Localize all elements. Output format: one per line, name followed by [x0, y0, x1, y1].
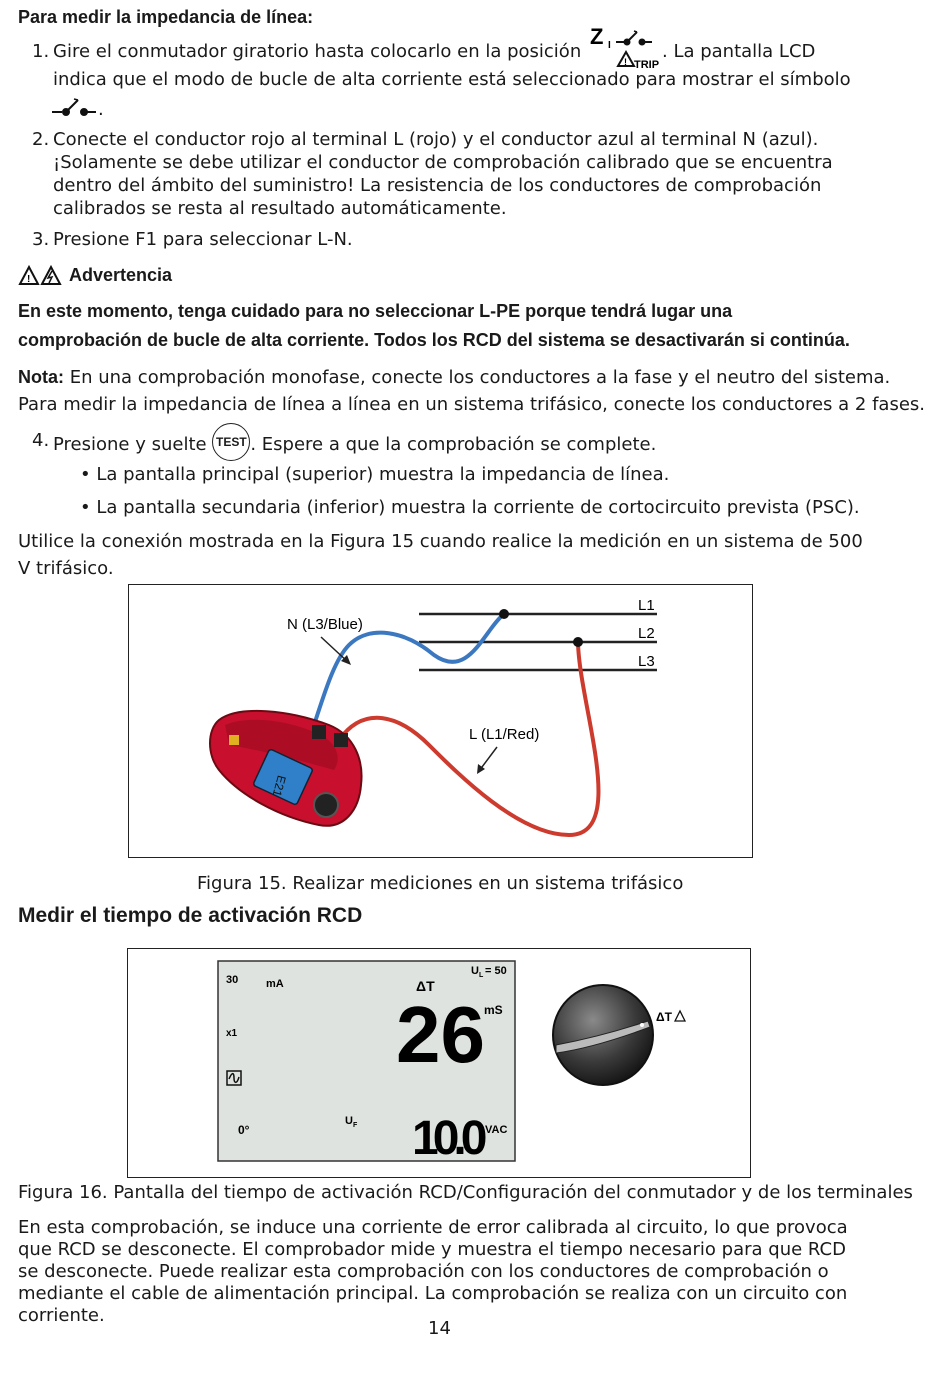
- bullet-2: • La pantalla secundaria (inferior) muestra la corriente de cortocircuito prevista (PSC).: [80, 497, 860, 518]
- lcd-uf-sub: F: [353, 1122, 358, 1129]
- device-terminal-n: [312, 725, 326, 739]
- device-terminal-l: [334, 733, 348, 747]
- step-4-line: [53, 429, 656, 461]
- note-text-1: En una comprobación monofase, conecte los conductores a la fase y el neutro del sistema.: [64, 367, 891, 388]
- step-3-text: Presione F1 para seleccionar L-N.: [53, 229, 353, 250]
- step-3-number: 3.: [32, 229, 50, 250]
- lcd-secondary-value: 10.0: [412, 1112, 482, 1165]
- l-lead-label: L (L1/Red): [469, 726, 540, 743]
- switch-icon: [616, 31, 652, 45]
- step-2-number: 2.: [32, 129, 50, 150]
- lcd-ul-label: U: [471, 965, 479, 977]
- lcd-main-value: 26: [396, 990, 485, 1079]
- closing-line-3: se desconecte. Puede realizar esta comprobación con los conductores de comprobación o: [18, 1261, 829, 1282]
- note-line-1: [18, 366, 890, 389]
- device-dial: [314, 793, 338, 817]
- note-line-2: Para medir la impedancia de línea a línea en un sistema trifásico, conecte los conductores a 2 fases.: [18, 394, 926, 415]
- lcd-current-unit: mA: [266, 978, 284, 990]
- warning-triangle-icon: [20, 267, 38, 285]
- svg-text:!: !: [624, 57, 627, 67]
- tester-device-image: [210, 711, 362, 826]
- rcd-section-heading: Medir el tiempo de activación RCD: [18, 904, 363, 927]
- closing-paragraph: [18, 1217, 848, 1327]
- lcd-ul-value: = 50: [485, 965, 507, 977]
- trip-z: Z: [590, 24, 604, 49]
- warning-line-1: En este momento, tenga cuidado para no seleccionar L-PE porque tendrá lugar una: [18, 301, 733, 321]
- step-4-number: 4.: [32, 430, 50, 451]
- step-2-line-2: ¡Solamente se debe utilizar el conductor de comprobación calibrado que se encuentra: [53, 152, 833, 173]
- lcd-multiplier: x1: [226, 1028, 238, 1039]
- lcd-current: 30: [226, 974, 239, 986]
- closing-line-5: corriente.: [18, 1305, 105, 1326]
- lcd-delta-t: ΔT: [416, 978, 435, 994]
- bullet-1: • La pantalla principal (superior) muestra la impedancia de línea.: [80, 464, 670, 485]
- lcd-uf-label: U: [345, 1115, 353, 1127]
- step-1-text-b: . La pantalla LCD: [662, 41, 816, 62]
- lcd-angle: 0°: [238, 1123, 250, 1137]
- test-button-icon: TEST: [212, 423, 250, 461]
- warning-icons: [18, 264, 66, 286]
- step-2-line-3: dentro del ámbito del suministro! La resistencia de los conductores de comprobación: [53, 175, 822, 196]
- step-2-line-1: Conecte el conductor rojo al terminal L (rojo) y el conductor azul al terminal N (azul).: [53, 129, 819, 150]
- step-1-number: 1.: [32, 41, 50, 62]
- figure-15: [128, 584, 753, 858]
- closing-line-2: que RCD se desconecte. El comprobador mide y muestra el tiempo necesario para que RCD: [18, 1239, 846, 1260]
- usage-line-2: V trifásico.: [18, 558, 114, 579]
- page-number: 14: [428, 1318, 451, 1339]
- warning-line-2: comprobación de bucle de alta corriente. Todos los RCD del sistema se desactivarán si continúa.: [18, 330, 850, 350]
- note-label: Nota:: [18, 367, 64, 387]
- n-lead-label: N (L3/Blue): [287, 616, 363, 633]
- section-heading: Para medir la impedancia de línea:: [18, 7, 314, 27]
- step-2-line-4: calibrados se resta al resultado automáticamente.: [53, 198, 507, 219]
- step-4-text-b: . Espere a que la comprobación se complete.: [250, 434, 657, 455]
- step-1-text-d: .: [98, 99, 104, 120]
- dial-label: ΔT: [656, 1010, 672, 1024]
- warning-icon: [618, 52, 634, 67]
- device-display-text: E21: [269, 773, 289, 799]
- label-l1: L1: [638, 597, 655, 614]
- device-button: [229, 735, 239, 745]
- lcd-main-unit: mS: [484, 1003, 503, 1017]
- step-1-text-a: Gire el conmutador giratorio hasta colocarlo en la posición: [53, 41, 582, 62]
- trip-z-sub: I: [608, 40, 611, 51]
- trip-label: TRIP: [634, 59, 660, 70]
- svg-text:!: !: [27, 274, 31, 285]
- closing-line-4: mediante el cable de alimentación principal. La comprobación se realiza con un circuito con: [18, 1283, 848, 1304]
- figure-15-caption: Figura 15. Realizar mediciones en un sistema trifásico: [197, 873, 684, 894]
- dial-warning-icon: [675, 1011, 685, 1021]
- closing-line-1: En esta comprobación, se induce una corriente de error calibrada al circuito, lo que provoca: [18, 1217, 848, 1238]
- loop-trip-symbol: [588, 24, 660, 70]
- red-lead-clip: [573, 637, 583, 647]
- label-l2: L2: [638, 625, 655, 642]
- electrical-warning-icon: [42, 267, 60, 284]
- rotary-dial-icon: [553, 985, 653, 1085]
- lcd-secondary-unit: VAC: [485, 1124, 508, 1136]
- label-l3: L3: [638, 653, 655, 670]
- step-1-text-c: indica que el modo de bucle de alta corriente está seleccionado para mostrar el símbolo: [53, 69, 851, 90]
- lcd-ul-sub: L: [479, 972, 484, 979]
- usage-line-1: Utilice la conexión mostrada en la Figura 15 cuando realice la medición en un sistema de 500: [18, 531, 863, 552]
- step-4-text-a: Presione y suelte: [53, 434, 207, 455]
- warning-title: Advertencia: [69, 265, 173, 285]
- figure-16: [127, 948, 751, 1178]
- blue-lead-clip: [499, 609, 509, 619]
- figure-16-caption: Figura 16. Pantalla del tiempo de activación RCD/Configuración del conmutador y de los terminales: [18, 1182, 913, 1203]
